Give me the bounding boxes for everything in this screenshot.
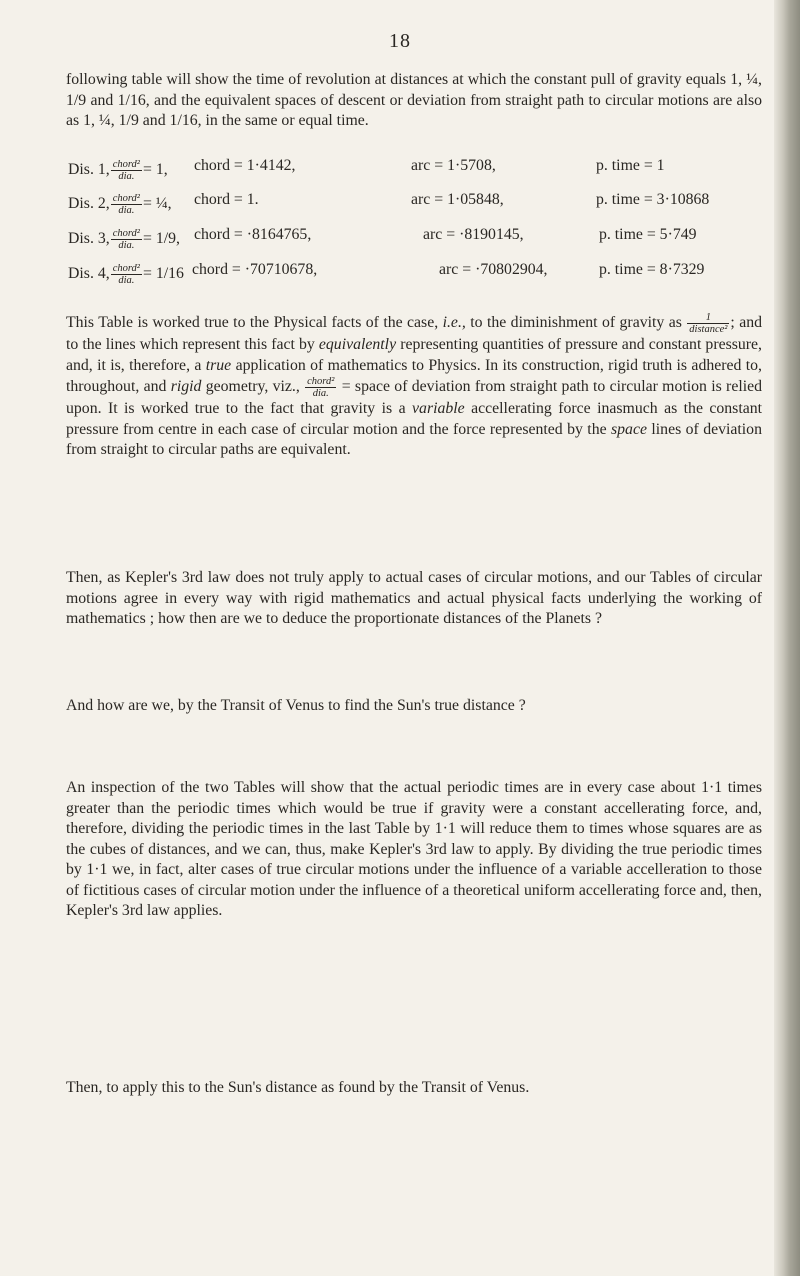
chord-value: chord = 1. xyxy=(194,191,259,208)
text-run: to the diminishment of gravity as xyxy=(470,314,682,332)
fraction-denominator: dia. xyxy=(111,204,142,216)
arc-value: arc = ·70802904, xyxy=(439,261,548,278)
ratio-value: = 1/9, xyxy=(142,230,180,247)
periodic-time-value: p. time = 1 xyxy=(596,157,665,174)
arc-value: arc = ·8190145, xyxy=(423,226,524,243)
page-edge-shadow xyxy=(774,0,800,1276)
page-number: 18 xyxy=(389,30,411,52)
inverse-square-fraction xyxy=(687,312,729,335)
text-run: lines of deviation from straight to circular paths are equivalent. xyxy=(66,420,762,458)
arc-value: arc = 1·05848, xyxy=(411,191,504,208)
emphasis-variable: variable xyxy=(412,400,465,417)
fraction-numerator: chord² xyxy=(112,262,140,274)
text-run: geometry, viz., xyxy=(205,378,300,396)
chord-dia-fraction xyxy=(111,228,142,251)
chord-dia-fraction xyxy=(111,263,142,286)
fraction-denominator: dia. xyxy=(111,170,142,182)
dis-cell xyxy=(68,261,184,287)
fraction-denominator: dia. xyxy=(111,239,142,251)
physical-facts-paragraph xyxy=(66,312,762,461)
emphasis-equivalently: equivalently xyxy=(318,336,397,353)
ratio-value: = ¼, xyxy=(142,195,172,212)
fraction-denominator: dia. xyxy=(111,274,142,286)
chord-value: chord = ·8164765, xyxy=(194,226,312,243)
dis-cell xyxy=(68,191,172,217)
dis-label: Dis. 4, xyxy=(68,265,110,282)
text-run: application of mathematics to Physics. In its construction, rigid truth is adhered to, throughout, and xyxy=(66,356,763,396)
text-run: = space of deviation from straight path to circular motion is relied upon. It is worked true to the fact that gravity is a xyxy=(66,378,763,417)
dis-label: Dis. 3, xyxy=(68,230,110,247)
table-row xyxy=(68,186,762,216)
fraction-denominator: dia. xyxy=(305,387,336,399)
dis-label: Dis. 1, xyxy=(68,161,110,178)
emphasis-ie: i.e., xyxy=(442,314,466,332)
chord-value: chord = ·70710678, xyxy=(192,261,318,278)
chord-dia-fraction xyxy=(111,193,142,216)
emphasis-rigid: rigid xyxy=(170,378,202,396)
table-row xyxy=(68,256,762,286)
text-run: representing quantities of pressure and constant pressure, and, it is, therefore, a xyxy=(66,336,763,374)
chord-value: chord = 1·4142, xyxy=(194,157,296,174)
text-run: ; and to the lines which represent this fact by xyxy=(66,314,763,353)
dis-cell xyxy=(68,226,180,252)
fraction-numerator: chord² xyxy=(112,158,140,170)
inspection-paragraph: An inspection of the two Tables will show that the actual periodic times are in every case about 1·1 times greater than the periodic times which would be true if gravity were a constant accellerating force, and, therefore, dividing the periodic times in the last Table by 1·1 will reduce them to times whose squares are as the cubes of distances, and we can, thus, make Kepler's 3rd law to apply. By dividing the true periodic times by 1·1 we, in fact, alter cases of true circular motions under the influence of a variable accelleration to those of fictitious cases of circular motion under the influence of a theoretical uniform accellerating force and, then, Kepler's 3rd law applies. xyxy=(66,779,762,919)
chord-dia-fraction xyxy=(111,159,142,182)
table-row xyxy=(68,221,762,251)
kepler-paragraph: Then, as Kepler's 3rd law does not truly apply to actual cases of circular motions, and our Tables of circular motions agree in every way with rigid mathematics and actual physical facts underlying the working of mathematics ; how then are we to deduce the proportionate distances of the Planets ? xyxy=(66,569,762,627)
periodic-time-value: p. time = 5·749 xyxy=(599,226,697,243)
intro-paragraph: following table will show the time of revolution at distances at which the constant pull of gravity equals 1, ¼, 1/9 and 1/16, and the equivalent spaces of descent or deviation from straight path to circular motions are also as 1, ¼, 1/9 and 1/16, in the same or equal time. xyxy=(66,71,762,129)
table-row xyxy=(68,152,762,182)
periodic-time-value: p. time = 8·7329 xyxy=(599,261,705,278)
fraction-numerator: chord² xyxy=(112,227,140,239)
emphasis-true: true xyxy=(205,356,232,374)
chord-dia-fraction-inline xyxy=(305,376,336,399)
ratio-value: = 1/16 xyxy=(142,265,184,282)
text-run: accellerating force inasmuch as the constant pressure from centre in each case of circular motion and the force represented by the xyxy=(66,400,763,438)
fraction-numerator: chord² xyxy=(307,376,335,387)
dis-cell xyxy=(68,157,168,183)
fraction-numerator: chord² xyxy=(112,192,140,204)
emphasis-space: space xyxy=(611,420,647,438)
periodic-time-value: p. time = 3·10868 xyxy=(596,191,710,208)
dis-label: Dis. 2, xyxy=(68,195,110,212)
text-run: This Table is worked true to the Physical facts of the case, xyxy=(66,314,439,332)
transit-question-paragraph: And how are we, by the Transit of Venus to find the Sun's true distance ? xyxy=(66,697,526,714)
arc-value: arc = 1·5708, xyxy=(411,157,496,174)
fraction-numerator: 1 xyxy=(705,312,711,323)
fraction-denominator: distance² xyxy=(689,324,728,335)
sun-distance-paragraph: Then, to apply this to the Sun's distance as found by the Transit of Venus. xyxy=(66,1079,530,1096)
ratio-value: = 1, xyxy=(142,161,168,178)
